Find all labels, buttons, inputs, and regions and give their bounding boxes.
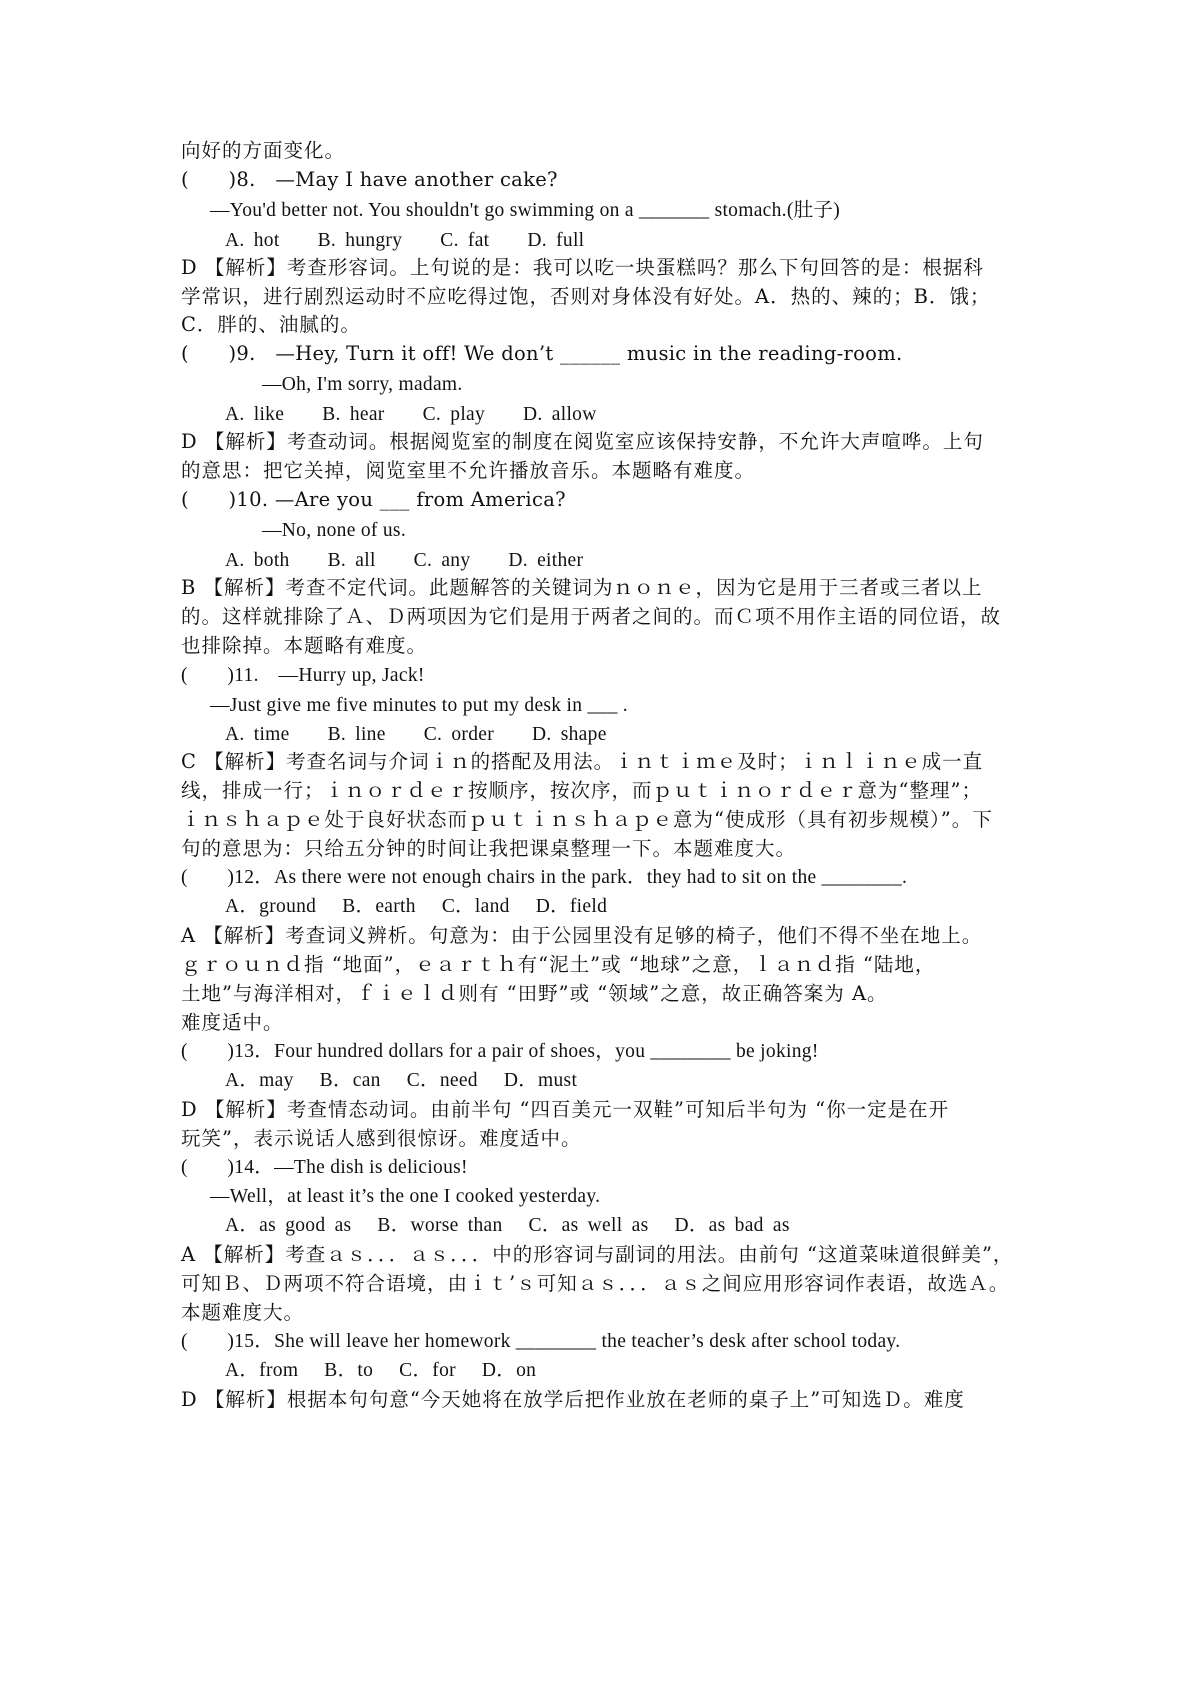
answer-explanation: 本题难度大。 bbox=[181, 1301, 305, 1324]
option-c: C. play bbox=[422, 404, 486, 425]
option-a: A．ground bbox=[225, 896, 317, 917]
question-10-options bbox=[225, 546, 1085, 576]
option-a: A．from bbox=[225, 1360, 299, 1381]
question-13: ( )13．Four hundred dollars for a pair of shoes，you ________ be joking! bbox=[181, 1041, 819, 1062]
answer-explanation: 土地”与海洋相对，ｆｉｅｌｄ则有 “田野”或 “领域”之意，故正确答案为 A。 bbox=[181, 982, 888, 1005]
option-b: B．earth bbox=[342, 896, 416, 917]
option-a: A. time bbox=[225, 724, 290, 745]
text-line: 向好的方面变化。 bbox=[181, 139, 346, 162]
option-a: A．may bbox=[225, 1070, 294, 1091]
option-b: B．worse than bbox=[377, 1215, 503, 1236]
question-8-options bbox=[225, 226, 1085, 256]
option-a: A. hot bbox=[225, 230, 280, 251]
question-14: ( )14．—The dish is delicious! bbox=[181, 1157, 468, 1178]
question-14-reply: —Well，at least it’s the one I cooked yesterday. bbox=[210, 1186, 601, 1207]
option-c: C. any bbox=[413, 550, 471, 571]
option-b: B. line bbox=[327, 724, 386, 745]
option-c: C. fat bbox=[440, 230, 490, 251]
option-a: A. like bbox=[225, 404, 285, 425]
option-d: D．on bbox=[481, 1360, 537, 1381]
answer-explanation: C．胖的、油腻的。 bbox=[181, 313, 361, 336]
option-c: C. order bbox=[423, 724, 495, 745]
option-c: C．for bbox=[399, 1360, 456, 1381]
question-8: ( )8. —May I have another cake? bbox=[181, 168, 558, 191]
question-12-options bbox=[225, 892, 1085, 922]
answer-explanation: 的。这样就排除了Ａ、Ｄ两项因为它们是用于两者之间的。而Ｃ项不用作主语的同位语，故 bbox=[181, 605, 1002, 628]
option-b: B．to bbox=[324, 1360, 374, 1381]
question-14-options bbox=[225, 1211, 1085, 1241]
answer-explanation: C 【解析】考查名词与介词ｉｎ的搭配及用法。ｉｎｔｉｍｅ及时；ｉｎｌｉｎｅ成一直 bbox=[181, 750, 984, 773]
question-15: ( )15．She will leave her homework ________ the teacher’s desk after school today. bbox=[181, 1331, 901, 1352]
question-10: ( )10. —Are you ___ from America? bbox=[181, 488, 566, 511]
option-b: B. hear bbox=[322, 404, 385, 425]
option-d: D．must bbox=[503, 1070, 578, 1091]
question-11: ( )11. —Hurry up, Jack! bbox=[181, 665, 425, 686]
option-c: C．need bbox=[406, 1070, 478, 1091]
answer-explanation: 线，排成一行；ｉｎｏｒｄｅｒ按顺序，按次序，而ｐｕｔｉｎｏｒｄｅｒ意为“整理”； bbox=[181, 779, 982, 802]
answer-explanation: A 【解析】考查词义辨析。句意为：由于公园里没有足够的椅子，他们不得不坐在地上。 bbox=[181, 924, 983, 947]
option-c: C．land bbox=[441, 896, 510, 917]
option-c: C．as well as bbox=[528, 1215, 649, 1236]
question-9-reply: —Oh, I'm sorry, madam. bbox=[262, 374, 463, 395]
option-d: D. full bbox=[527, 230, 585, 251]
option-b: B. hungry bbox=[317, 230, 403, 251]
answer-explanation: 难度适中。 bbox=[181, 1011, 284, 1034]
option-b: B．can bbox=[319, 1070, 381, 1091]
answer-explanation: 也排除掉。本题略有难度。 bbox=[181, 634, 428, 657]
option-a: A．as good as bbox=[225, 1215, 352, 1236]
question-11-reply: —Just give me five minutes to put my desk in ___ . bbox=[210, 695, 628, 716]
question-8-reply: —You'd better not. You shouldn't go swimming on a _______ stomach.(肚子) bbox=[210, 200, 841, 221]
answer-explanation: ｉｎｓｈａｐｅ处于良好状态而ｐｕｔｉｎｓｈａｐｅ意为“使成形（具有初步规模）”。下 bbox=[181, 808, 993, 831]
question-13-options bbox=[225, 1066, 1085, 1096]
answer-explanation: 可知Ｂ、Ｄ两项不符合语境，由ｉｔ’ｓ可知ａｓ．．．ａｓ之间应用形容词作表语，故选Ａ。 bbox=[181, 1272, 1010, 1295]
question-10-reply: —No, none of us. bbox=[262, 520, 406, 541]
question-15-options bbox=[225, 1356, 1085, 1386]
answer-explanation: 玩笑”，表示说话人感到很惊讶。难度适中。 bbox=[181, 1127, 582, 1150]
option-d: D．field bbox=[535, 896, 608, 917]
answer-explanation: A 【解析】考查ａｓ．．．ａｓ．．．中的形容词与副词的用法。由前句 “这道菜味道很鲜美”， bbox=[181, 1243, 1014, 1266]
option-d: D. either bbox=[508, 550, 584, 571]
question-11-options bbox=[225, 720, 1085, 750]
option-d: D. allow bbox=[523, 404, 597, 425]
question-9: ( )9. —Hey, Turn it off! We don’t ______ music in the reading-room. bbox=[181, 342, 903, 365]
answer-explanation: ｇｒｏｕｎｄ指 “地面”，ｅａｒｔｈ有“泥土”或 “地球”之意，ｌａｎｄ指 “陆地， bbox=[181, 953, 936, 976]
option-d: D．as bad as bbox=[674, 1215, 790, 1236]
question-12: ( )12．As there were not enough chairs in the park．they had to sit on the ________. bbox=[181, 867, 908, 888]
answer-explanation: B 【解析】考查不定代词。此题解答的关键词为ｎｏｎｅ，因为它是用于三者或三者以上 bbox=[181, 576, 983, 599]
answer-explanation: D 【解析】考查情态动词。由前半句 “四百美元一双鞋”可知后半句为 “你一定是在开 bbox=[181, 1098, 950, 1121]
answer-explanation: 学常识，进行剧烈运动时不应吃得过饱，否则对身体没有好处。A．热的、辣的；B．饿； bbox=[181, 285, 991, 308]
answer-explanation: D 【解析】考查形容词。上句说的是：我可以吃一块蛋糕吗？那么下句回答的是：根据科 bbox=[181, 256, 984, 279]
option-b: B. all bbox=[327, 550, 376, 571]
option-a: A. both bbox=[225, 550, 290, 571]
answer-explanation: D 【解析】根据本句句意“今天她将在放学后把作业放在老师的桌子上”可知选Ｄ。难度 bbox=[181, 1388, 965, 1411]
question-9-options bbox=[225, 400, 1085, 430]
option-d: D. shape bbox=[532, 724, 607, 745]
answer-explanation: 句的意思为：只给五分钟的时间让我把课桌整理一下。本题难度大。 bbox=[181, 837, 797, 860]
answer-explanation: 的意思：把它关掉，阅览室里不允许播放音乐。本题略有难度。 bbox=[181, 459, 756, 482]
answer-explanation: D 【解析】考查动词。根据阅览室的制度在阅览室应该保持安静，不允许大声喧哗。上句 bbox=[181, 430, 984, 453]
